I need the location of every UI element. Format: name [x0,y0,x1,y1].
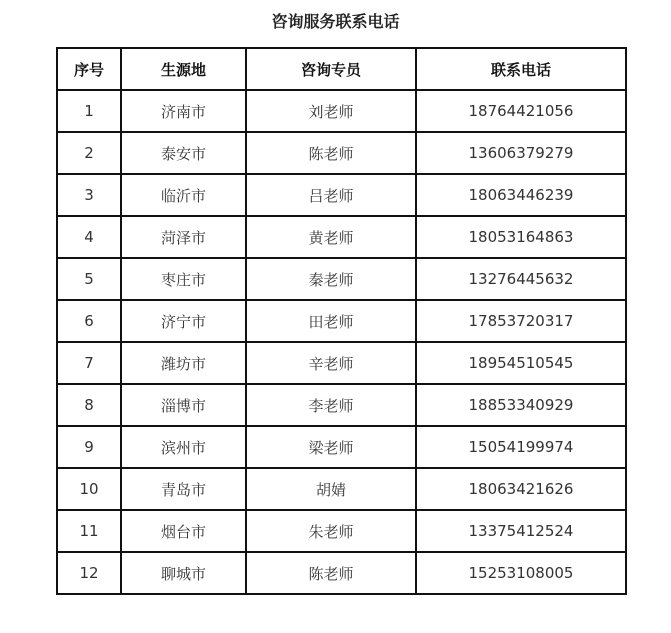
cell-phone: 18063446239 [416,174,626,216]
table-row [57,90,626,132]
cell-serial-number: 12 [57,552,121,594]
cell-origin-city: 青岛市 [121,468,246,510]
cell-serial-number: 9 [57,426,121,468]
cell-origin-city: 菏泽市 [121,216,246,258]
cell-origin-city: 烟台市 [121,510,246,552]
cell-consultant: 辛老师 [246,342,416,384]
cell-consultant: 秦老师 [246,258,416,300]
header-serial-number: 序号 [57,48,121,90]
cell-consultant: 田老师 [246,300,416,342]
table-row [57,510,626,552]
cell-origin-city: 临沂市 [121,174,246,216]
table-row [57,258,626,300]
table-row [57,216,626,258]
contact-table [56,47,627,595]
cell-phone: 18053164863 [416,216,626,258]
cell-consultant: 李老师 [246,384,416,426]
cell-origin-city: 枣庄市 [121,258,246,300]
cell-origin-city: 济南市 [121,90,246,132]
cell-serial-number: 7 [57,342,121,384]
cell-consultant: 胡婧 [246,468,416,510]
cell-phone: 18954510545 [416,342,626,384]
cell-serial-number: 4 [57,216,121,258]
cell-serial-number: 6 [57,300,121,342]
cell-consultant: 吕老师 [246,174,416,216]
cell-serial-number: 11 [57,510,121,552]
table-row [57,132,626,174]
cell-serial-number: 3 [57,174,121,216]
cell-phone: 18764421056 [416,90,626,132]
table-row [57,552,626,594]
cell-consultant: 陈老师 [246,132,416,174]
cell-origin-city: 淄博市 [121,384,246,426]
cell-phone: 17853720317 [416,300,626,342]
table-row [57,174,626,216]
page-title: 咨询服务联系电话 [271,12,400,31]
table-row [57,342,626,384]
cell-phone: 13276445632 [416,258,626,300]
cell-serial-number: 1 [57,90,121,132]
cell-origin-city: 济宁市 [121,300,246,342]
table-header-row [57,48,626,90]
cell-origin-city: 滨州市 [121,426,246,468]
header-origin-city: 生源地 [121,48,246,90]
cell-serial-number: 10 [57,468,121,510]
cell-serial-number: 2 [57,132,121,174]
table-row [57,468,626,510]
cell-phone: 15253108005 [416,552,626,594]
cell-consultant: 刘老师 [246,90,416,132]
cell-serial-number: 8 [57,384,121,426]
cell-serial-number: 5 [57,258,121,300]
header-consultant: 咨询专员 [246,48,416,90]
cell-phone: 18063421626 [416,468,626,510]
table-row [57,300,626,342]
cell-phone: 18853340929 [416,384,626,426]
cell-phone: 13606379279 [416,132,626,174]
cell-consultant: 朱老师 [246,510,416,552]
cell-origin-city: 潍坊市 [121,342,246,384]
cell-consultant: 梁老师 [246,426,416,468]
table-row [57,384,626,426]
cell-consultant: 陈老师 [246,552,416,594]
cell-phone: 15054199974 [416,426,626,468]
cell-origin-city: 泰安市 [121,132,246,174]
cell-phone: 13375412524 [416,510,626,552]
cell-consultant: 黄老师 [246,216,416,258]
cell-origin-city: 聊城市 [121,552,246,594]
table-row [57,426,626,468]
header-phone: 联系电话 [416,48,626,90]
